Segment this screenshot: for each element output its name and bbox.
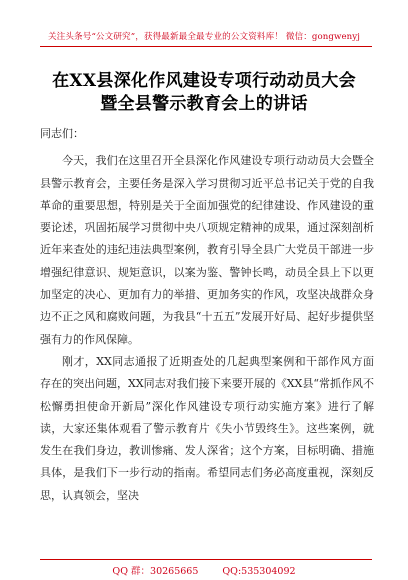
footer	[0, 563, 408, 577]
paragraph-1: 今天，我们在这里召开全县深化作风建设专项行动动员大会暨全县警示教育会，主要任务是深入学习贯彻习近平总书记关于党的自我革命的重要思想，特别是关于全面加强党的纪律建设、作风建设的重要论述，巩固拓展学习贯彻中央八项规定精神的成果，通过深刻剖析近年来查处的违纪违法典型案例，教育引导全县广大党员干部进一步增强纪律意识、规矩意识，以案为鉴、警钟长鸣，动员全县上下以更加坚定的决心、更加有力的举措、更加务实的作风，攻坚决战群众身边不正之风和腐败问题，为我县“十五五”发展开好局、起好步提供坚强有力的作风保障。	[40, 154, 374, 346]
document-title-line-1: 在XX县深化作风建设专项行动动员大会	[52, 71, 356, 91]
header-note: 关注头条号“公文研究”，获得最新最全最专业的公文资料库！ 微信：gongwenyj	[47, 32, 361, 42]
greeting: 同志们：	[40, 127, 84, 140]
header-divider	[40, 46, 372, 47]
footer-divider	[40, 559, 372, 560]
paragraph-2: 刚才，XX同志通报了近期查处的几起典型案例和干部作风方面存在的突出问题，XX同志对我们接下来要开展的《XX县“常抓作风不松懈勇担使命开新局”深化作风建设专项行动实施方案》进行了解读，大家还集体观看了警示教育片《失小节毁终生》。这些案例，就发生在我们身边，教训惨痛、发人深省；这个方案，目标明确、措施具体，是我们下一步行动的指南。希望同志们务必高度重视，深刻反思，认真领会，坚决	[40, 354, 374, 502]
footer-qq-group: QQ 群：30265665	[112, 566, 199, 577]
footer-qq: QQ:535304092	[222, 566, 296, 577]
document-body	[40, 123, 374, 507]
document-title-line-2: 暨全县警示教育会上的讲话	[100, 94, 308, 114]
